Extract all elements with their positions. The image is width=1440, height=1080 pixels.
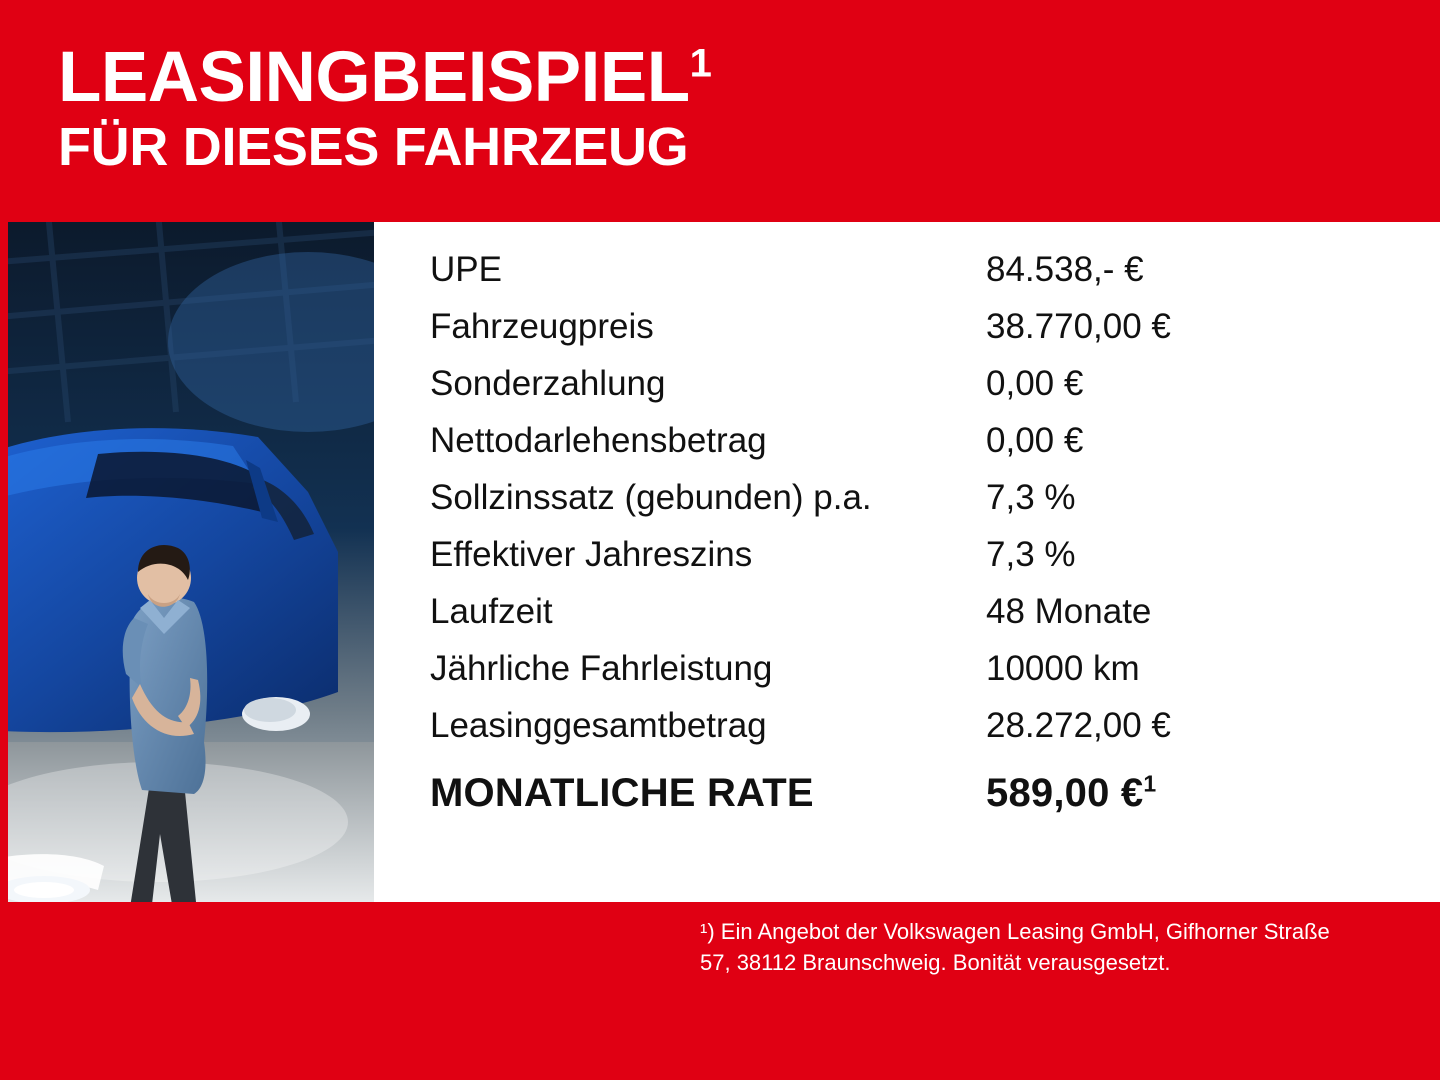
row-label: Laufzeit: [430, 592, 553, 631]
content-band: [0, 222, 1440, 902]
table-row: [374, 649, 1440, 706]
row-label: Sollzinssatz (gebunden) p.a.: [430, 478, 872, 517]
row-label: Nettodarlehensbetrag: [430, 421, 767, 460]
legal-footnote: ¹) Ein Angebot der Volkswagen Leasing GmbH, Gifhorner Straße 57, 38112 Braunschweig. Bonität verausgesetzt.: [700, 919, 1330, 975]
table-row: [374, 706, 1440, 763]
table-row: [374, 364, 1440, 421]
table-row: [374, 535, 1440, 592]
row-value: 0,00 €: [986, 421, 1084, 460]
row-label: Sonderzahlung: [430, 364, 666, 403]
banner-title-main: LEASINGBEISPIEL: [58, 38, 690, 117]
vehicle-photo: [8, 222, 374, 902]
monthly-rate-superscript: 1: [1143, 770, 1157, 797]
row-label: Fahrzeugpreis: [430, 307, 654, 346]
banner-title-superscript: 1: [689, 41, 712, 86]
monthly-rate-amount: 589,00 €: [986, 771, 1144, 815]
leasing-details-panel: [374, 222, 1440, 902]
row-value: 10000 km: [986, 649, 1140, 688]
row-value: 28.272,00 €: [986, 706, 1171, 745]
row-label: Jährliche Fahrleistung: [430, 649, 773, 688]
monthly-rate-value: [986, 770, 1157, 815]
row-value: 84.538,- €: [986, 250, 1144, 289]
header-banner: [0, 0, 1440, 222]
footer-banner: [0, 902, 1440, 1080]
vehicle-photo-illustration: [8, 222, 374, 902]
table-row: [374, 478, 1440, 535]
monthly-rate-label: MONATLICHE RATE: [430, 771, 814, 815]
table-row: [374, 592, 1440, 649]
banner-title-line1: [58, 40, 1440, 116]
row-value: 0,00 €: [986, 364, 1084, 403]
row-value: 7,3 %: [986, 535, 1076, 574]
banner-title-line2: FÜR DIESES FAHRZEUG: [58, 117, 689, 177]
monthly-rate-row: [374, 770, 1440, 830]
row-value: 7,3 %: [986, 478, 1076, 517]
row-label: UPE: [430, 250, 502, 289]
table-row: [374, 250, 1440, 307]
row-value: 38.770,00 €: [986, 307, 1171, 346]
table-row: [374, 421, 1440, 478]
row-value: 48 Monate: [986, 592, 1152, 631]
row-label: Leasinggesamtbetrag: [430, 706, 767, 745]
row-label: Effektiver Jahreszins: [430, 535, 753, 574]
table-row: [374, 307, 1440, 364]
